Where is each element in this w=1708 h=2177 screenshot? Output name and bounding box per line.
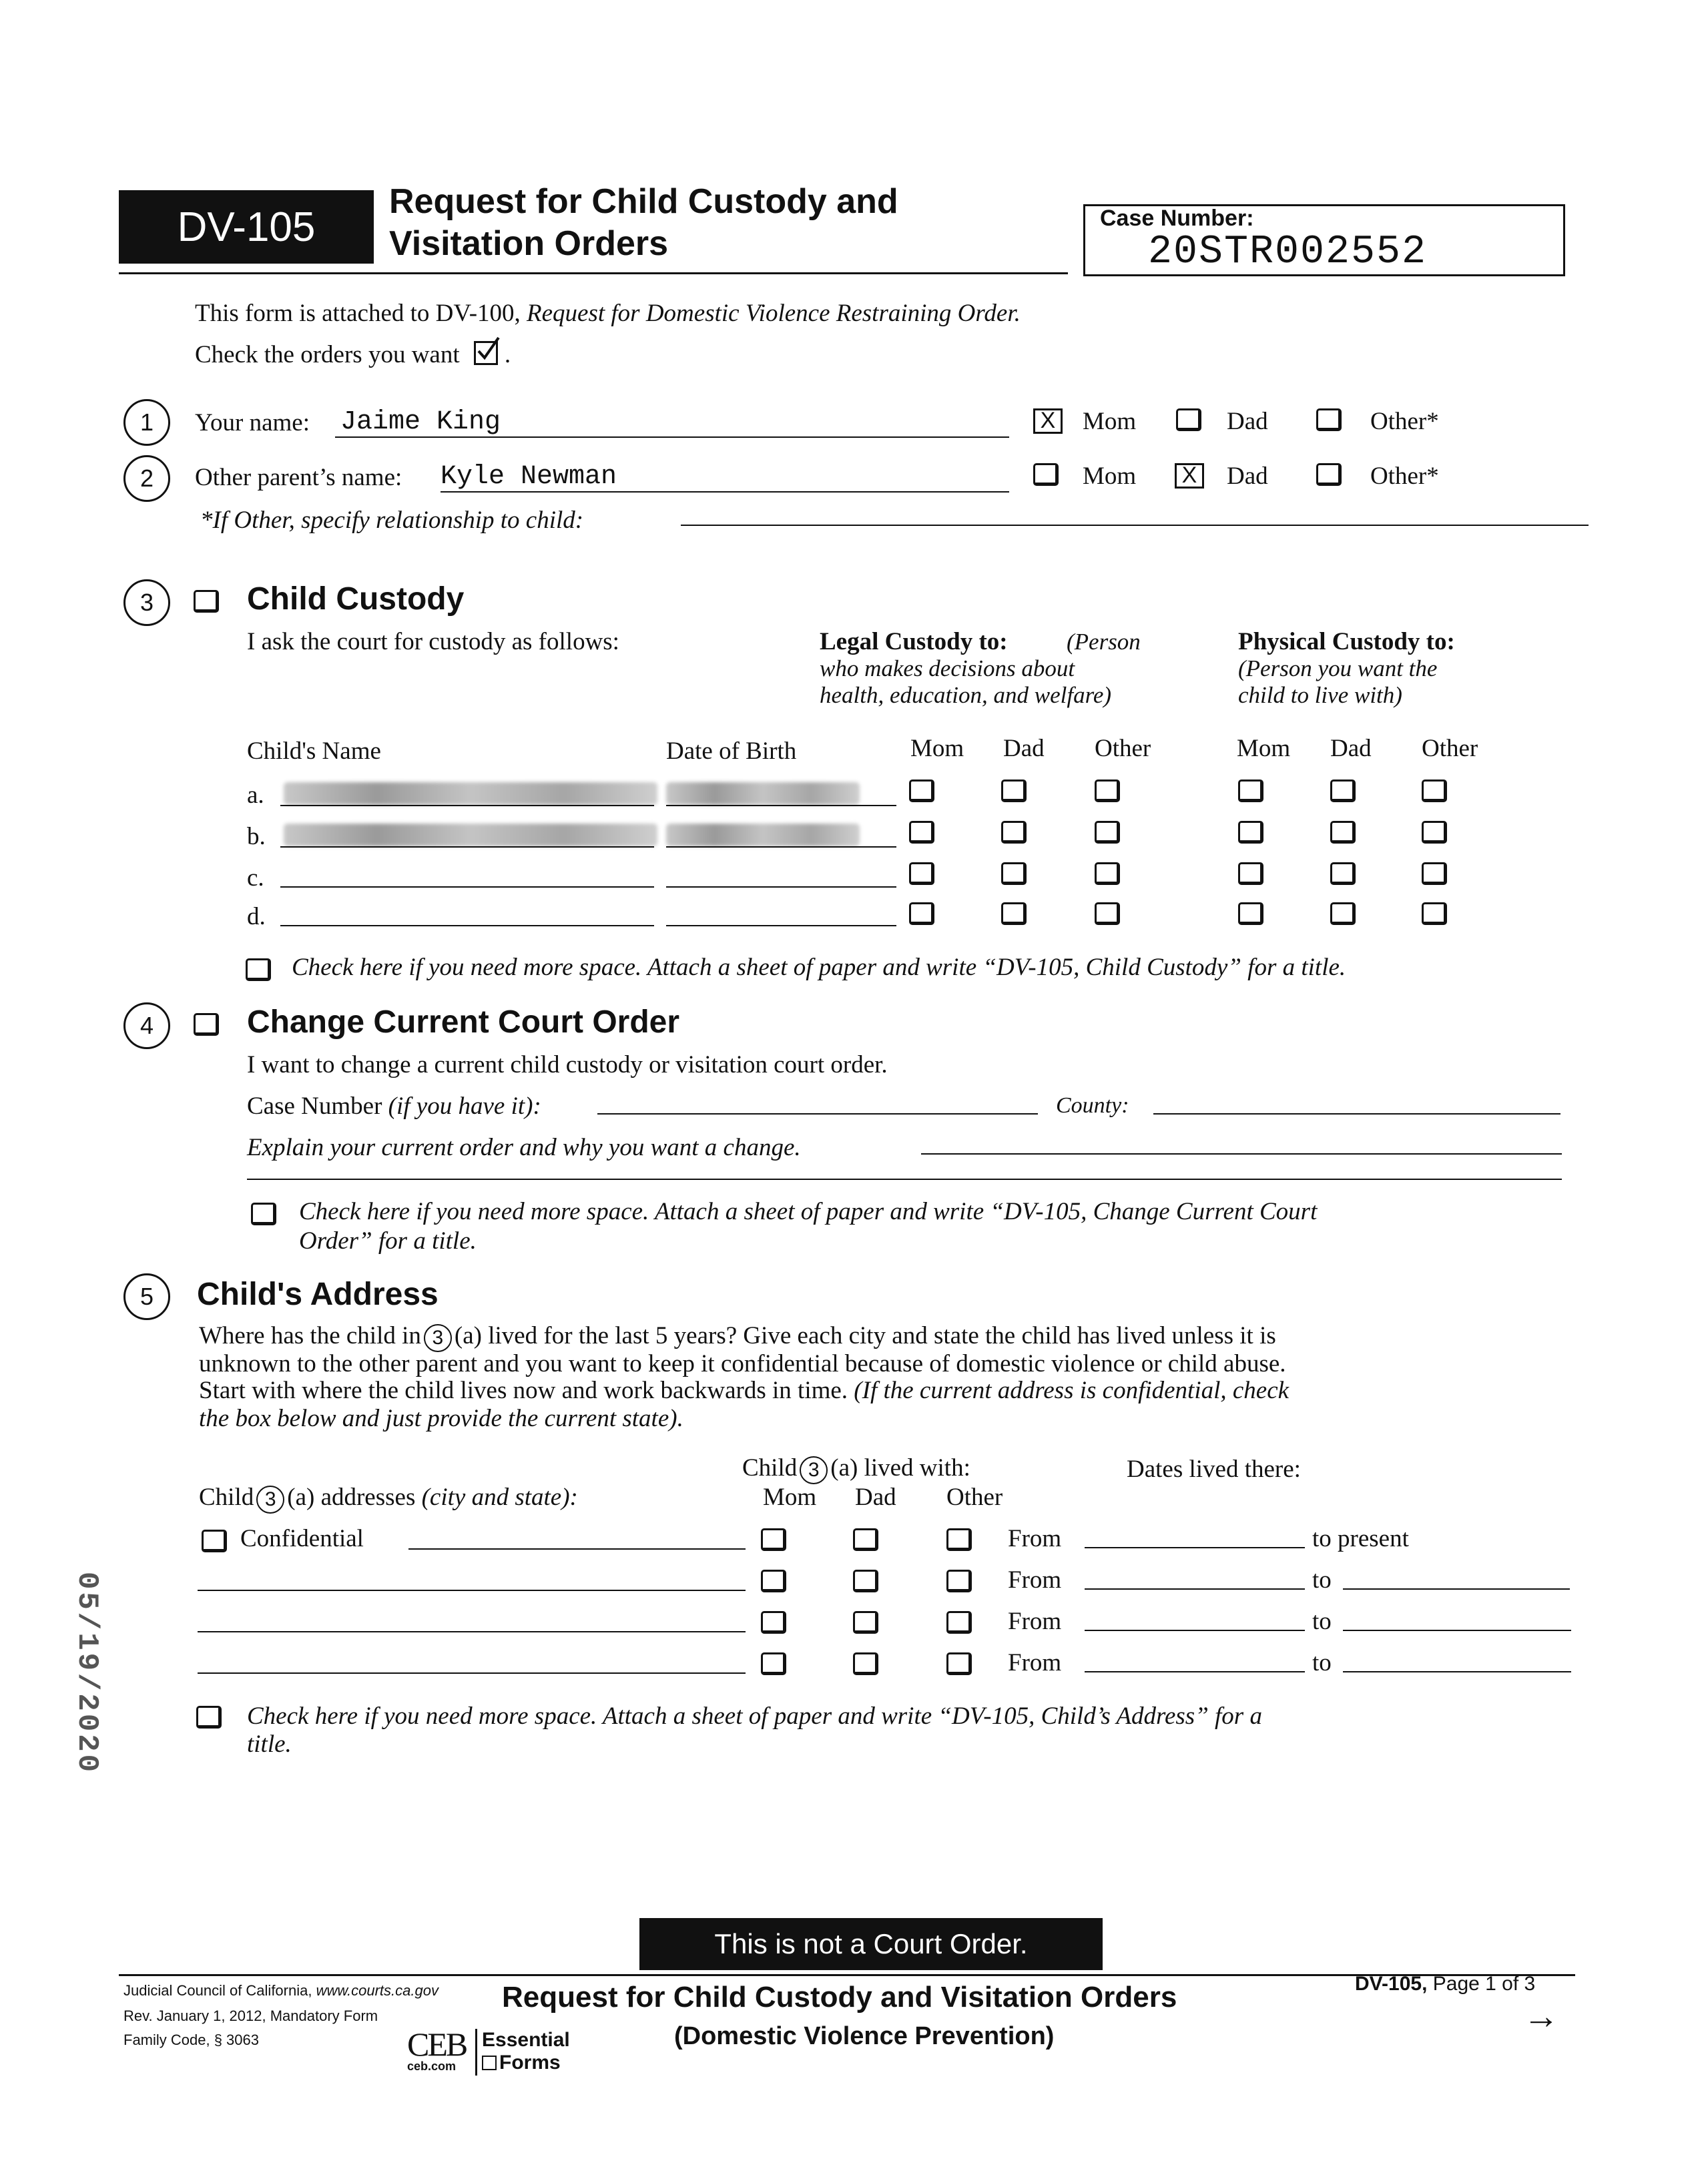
addr-col-mom: Mom [763,1484,817,1511]
footer-page-form: DV-105, [1355,1973,1428,1995]
case-number-label: Case Number: [1100,206,1254,231]
legal-other-checkbox[interactable] [1095,821,1120,844]
change-order-title: Change Current Court Order [247,1004,680,1040]
from-label: From [1008,1525,1062,1552]
not-court-order-banner [639,1918,1103,1970]
intro-text: This form is attached to DV-100, [195,300,527,327]
lived-with-header [742,1454,970,1484]
from-line [1085,1671,1305,1672]
section-1-number: 1 [123,399,170,446]
redacted-dob [666,824,860,846]
checkmark-icon [474,341,498,365]
dob-line [666,925,896,926]
physical-other-checkbox[interactable] [1422,862,1447,885]
from-line [1085,1630,1305,1631]
custody-more-space-checkbox[interactable] [246,958,271,981]
physical-dad-checkbox[interactable] [1330,821,1356,844]
change-case-number-line [597,1113,1038,1115]
other-parent-label: Other parent’s name: [195,464,402,491]
footer-page-text: Page 1 of 3 [1432,1973,1536,1995]
header-rule [119,272,1068,274]
your-role-other-label: Other* [1370,408,1439,435]
footer-subtitle: (Domestic Violence Prevention) [674,2022,1055,2050]
legal-dad-checkbox[interactable] [1001,862,1027,885]
case-number-value[interactable]: 20STR002552 [1148,230,1428,275]
section-2-number: 2 [123,455,170,502]
other-role-other-checkbox[interactable] [1316,463,1342,486]
physical-mom-checkbox[interactable] [1238,780,1263,802]
essential-forms-line2: Forms [499,2052,561,2074]
change-order-case-label [247,1092,541,1121]
section-3-ref: 3 [256,1486,284,1514]
ceb-logo-mark: CEB [407,2026,467,2063]
form-id: DV-105 [177,204,316,250]
from-label: From [1008,1649,1062,1676]
to-line [1343,1671,1571,1672]
other-parent-value[interactable]: Kyle Newman [441,462,617,492]
col-physical-mom: Mom [1237,735,1291,762]
your-role-mom-checkbox[interactable]: X [1033,408,1063,434]
legal-other-checkbox[interactable] [1095,862,1120,885]
to-label: to [1312,1649,1332,1676]
physical-dad-checkbox[interactable] [1330,902,1356,925]
explain-label: Explain your current order and why you want a change. [247,1134,801,1161]
p1-b: (a) lived for the last 5 years? Give each city and state the child has lived unless it is [454,1322,1276,1349]
childs-address-p3 [199,1376,1289,1405]
child-name-line [280,805,654,806]
child-name-line [280,846,654,848]
addr-col-other: Other [946,1484,1003,1511]
legal-mom-checkbox[interactable] [909,902,934,925]
other-role-dad-label: Dad [1227,462,1268,490]
physical-dad-checkbox[interactable] [1330,862,1356,885]
other-role-mom-label: Mom [1083,462,1137,490]
physical-other-checkbox[interactable] [1422,780,1447,802]
row-letter: b. [247,823,266,850]
section-3-ref: 3 [424,1324,452,1352]
childs-address-p4: the box below and just provide the current state). [199,1405,683,1432]
other-parent-line [441,491,1009,493]
lived-other-checkbox[interactable] [946,1652,972,1675]
p3-b: (If the current address is confidential, check [854,1377,1290,1404]
explain-line2 [247,1179,1562,1180]
form-id-badge [119,190,374,264]
child-name-line [280,925,654,926]
change-order-checkbox[interactable] [194,1013,219,1036]
row-letter: a. [247,782,264,809]
intro-period: . [504,341,511,368]
intro-check-text: Check the orders you want [195,341,460,368]
intro-form-name: Request for Domestic Violence Restraining Order. [527,300,1021,327]
to-present-label: to present [1312,1525,1409,1552]
row-letter: d. [247,903,266,930]
footer-url[interactable]: www.courts.ca.gov [316,1982,439,1999]
child-custody-title: Child Custody [247,581,465,617]
legal-dad-checkbox[interactable] [1001,780,1027,802]
lived-mom-checkbox[interactable] [761,1652,786,1675]
row-letter: c. [247,864,264,892]
p3-a: Start with where the child lives now and work backwards in time. [199,1377,854,1404]
other-role-other-label: Other* [1370,462,1439,490]
other-relationship-line [681,525,1589,526]
col-legal-dad: Dad [1003,735,1045,762]
address-line [198,1590,746,1591]
physical-custody-title: Physical Custody to: [1238,628,1455,655]
addr-b: (a) addresses [287,1484,422,1511]
intro-line2 [195,340,511,369]
address-more-space-line2: title. [247,1731,292,1758]
dob-line [666,805,896,806]
ceb-logo-sub: ceb.com [407,2060,457,2073]
footer-left-line2: Rev. January 1, 2012, Mandatory Form [123,2007,378,2024]
address-more-space-checkbox[interactable] [196,1706,222,1729]
to-label: to [1312,1566,1332,1594]
lived-with-a: Child [742,1454,798,1482]
legal-other-checkbox[interactable] [1095,902,1120,925]
legal-mom-checkbox[interactable] [909,821,934,844]
physical-custody-note1: (Person you want the [1238,655,1438,681]
section-4-number: 4 [123,1002,170,1049]
section-3-ref: 3 [800,1456,828,1484]
custody-intro: I ask the court for custody as follows: [247,628,619,655]
change-more-space-checkbox[interactable] [251,1203,276,1225]
footer-council: Judicial Council of California, [123,1982,316,1999]
case-label: Case Number [247,1093,388,1120]
legal-other-checkbox[interactable] [1095,780,1120,802]
lived-dad-checkbox[interactable] [853,1611,878,1634]
confidential-label: Confidential [240,1525,364,1552]
county-label: County: [1056,1093,1129,1118]
legal-custody-note2: who makes decisions about [820,655,1075,681]
form-title-line2: Visitation Orders [389,224,669,263]
your-role-dad-checkbox[interactable] [1176,408,1201,431]
lived-dad-checkbox[interactable] [853,1652,878,1675]
physical-other-checkbox[interactable] [1422,902,1447,925]
your-name-line [335,436,1009,438]
lived-dad-checkbox[interactable] [853,1528,878,1551]
col-legal-mom: Mom [910,735,964,762]
lived-other-checkbox[interactable] [946,1611,972,1634]
dob-line [666,886,896,888]
child-name-line [280,886,654,888]
from-line [1085,1588,1305,1590]
change-more-space-line1: Check here if you need more space. Attach a sheet of paper and write “DV-105, Change Current Court [299,1198,1318,1225]
lived-with-b: (a) lived with: [830,1454,970,1482]
filing-date-stamp: 05/19/2020 [70,1572,103,1775]
address-line [198,1631,746,1632]
lived-mom-checkbox[interactable] [761,1528,786,1551]
your-role-dad-label: Dad [1227,408,1268,435]
addr-italic: (city and state): [421,1484,578,1511]
case-label-note: (if you have it): [388,1093,541,1120]
addr-a: Child [199,1484,254,1511]
physical-custody-note2: child to live with) [1238,682,1402,708]
lived-dad-checkbox[interactable] [853,1570,878,1592]
other-role-dad-checkbox[interactable]: X [1175,463,1204,489]
explain-line1 [921,1153,1562,1155]
legal-custody-title: Legal Custody to: [820,628,1008,655]
lived-other-checkbox[interactable] [946,1570,972,1592]
footer-title: Request for Child Custody and Visitation Orders [502,1981,1177,2013]
address-more-space-line1: Check here if you need more space. Attach a sheet of paper and write “DV-105, Child’s Address” for a [247,1702,1262,1730]
to-line [1343,1630,1571,1631]
legal-mom-checkbox[interactable] [909,780,934,802]
lived-mom-checkbox[interactable] [761,1611,786,1634]
col-physical-other: Other [1422,735,1478,762]
physical-mom-checkbox[interactable] [1238,862,1263,885]
address-line [198,1672,746,1674]
lived-mom-checkbox[interactable] [761,1570,786,1592]
addr-col-dad: Dad [855,1484,896,1511]
footer-page [1355,1973,1535,1995]
from-label: From [1008,1566,1062,1594]
logo-divider [475,2029,477,2076]
dates-lived-label: Dates lived there: [1127,1456,1301,1483]
form-title-line1: Request for Child Custody and [389,182,898,221]
footer-left-line1 [123,1982,439,1999]
legal-custody-note1: (Person [1067,629,1141,655]
change-order-line1: I want to change a current child custody or visitation court order. [247,1051,888,1078]
p1-a: Where has the child in [199,1322,421,1349]
from-line [1085,1547,1305,1548]
next-page-arrow-icon[interactable]: → [1523,1996,1559,2036]
physical-mom-checkbox[interactable] [1238,902,1263,925]
childs-address-p2: unknown to the other parent and you want to keep it confidential because of domestic violence or child abuse. [199,1350,1286,1377]
address-line [408,1548,746,1550]
legal-dad-checkbox[interactable] [1001,902,1027,925]
lived-other-checkbox[interactable] [946,1528,972,1551]
col-legal-other: Other [1095,735,1151,762]
custody-more-space-text: Check here if you need more space. Attach a sheet of paper and write “DV-105, Child Custody” for a title. [292,954,1346,981]
to-label: to [1312,1608,1332,1635]
essential-forms-line1: Essential [482,2029,570,2051]
to-line [1343,1588,1570,1590]
your-name-value[interactable]: Jaime King [340,407,501,437]
col-child-name: Child's Name [247,737,381,765]
change-more-space-line2: Order” for a title. [299,1227,477,1255]
physical-other-checkbox[interactable] [1422,821,1447,844]
section-3-number: 3 [123,579,170,626]
dob-line [666,846,896,848]
legal-dad-checkbox[interactable] [1001,821,1027,844]
col-physical-dad: Dad [1330,735,1372,762]
county-line [1153,1113,1560,1115]
not-court-order-text: This is not a Court Order. [714,1928,1028,1959]
other-relationship-label: *If Other, specify relationship to child: [200,507,584,534]
childs-address-p1 [199,1321,1276,1352]
physical-dad-checkbox[interactable] [1330,780,1356,802]
legal-mom-checkbox[interactable] [909,862,934,885]
intro-line1 [195,299,1021,328]
physical-mom-checkbox[interactable] [1238,821,1263,844]
footer-left-line3: Family Code, § 3063 [123,2032,259,2048]
from-label: From [1008,1608,1062,1635]
col-date-of-birth: Date of Birth [666,737,797,765]
other-role-mom-checkbox[interactable] [1033,463,1059,486]
your-role-other-checkbox[interactable] [1316,408,1342,431]
confidential-checkbox[interactable] [202,1530,227,1552]
essential-forms-icon [482,2056,497,2070]
your-role-mom-label: Mom [1083,408,1137,435]
section-5-number: 5 [123,1273,170,1320]
your-name-label: Your name: [195,409,310,436]
redacted-child-name [284,824,657,846]
childs-address-title: Child's Address [197,1277,439,1312]
child-custody-checkbox[interactable] [194,590,219,613]
legal-custody-note3: health, education, and welfare) [820,682,1112,708]
addresses-header [199,1483,578,1514]
redacted-dob [666,782,860,805]
redacted-child-name [284,782,657,805]
